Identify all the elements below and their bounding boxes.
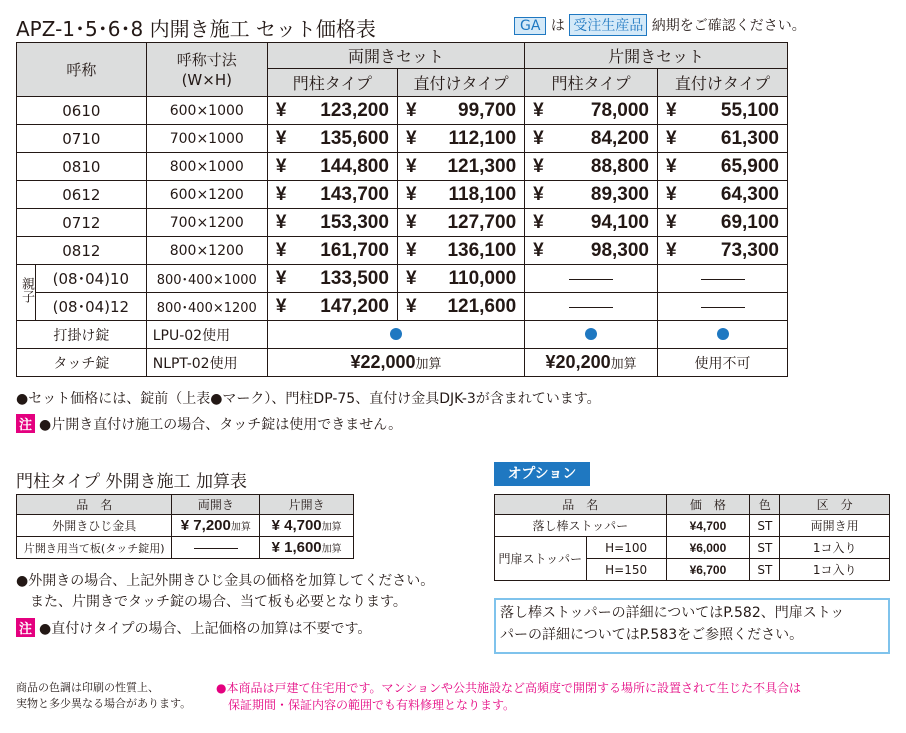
option-color: ST <box>750 559 780 581</box>
yen-sign: ¥ <box>533 211 544 233</box>
lock1-single-post <box>525 321 658 349</box>
note-touch-lock <box>16 414 402 434</box>
header-direct-type: 直付けタイプ <box>397 69 524 97</box>
price-cell <box>267 237 397 265</box>
table-row <box>17 97 788 125</box>
price-cell <box>525 97 658 125</box>
yen-sign: ¥ <box>275 295 287 317</box>
price-value: 127,700 <box>447 211 517 233</box>
outward-addon-table <box>16 494 354 559</box>
oyako-label <box>17 265 36 321</box>
lock2-name: タッチ錠 <box>17 349 147 377</box>
price-value: 118,100 <box>448 183 517 205</box>
header-size <box>146 43 267 97</box>
set-price-table <box>16 42 788 377</box>
price-value: 64,300 <box>720 183 779 205</box>
price-value: 88,800 <box>590 155 650 177</box>
table-row <box>17 321 788 349</box>
lock2-double-price: ¥22,000 <box>350 352 416 372</box>
header-post-type: 門柱タイプ <box>525 69 658 97</box>
yen-sign: ¥ <box>666 99 677 121</box>
price-cell <box>658 153 788 181</box>
price-value: 161,700 <box>320 239 389 261</box>
table-row <box>17 125 788 153</box>
sub-note-2: また、片開きでタッチ錠の場合、当て板も必要となります。 <box>30 594 407 610</box>
table-row <box>495 537 890 559</box>
price-value: 98,300 <box>590 239 650 261</box>
yen-sign: ¥ <box>533 99 544 121</box>
option-color: ST <box>750 515 780 537</box>
model-code: 0812 <box>17 237 147 265</box>
oyako-text: 親子 <box>19 276 34 303</box>
yen-sign: ¥ <box>533 183 544 205</box>
model-code: (08･04)10 <box>36 265 147 293</box>
price-value: 78,000 <box>590 99 650 121</box>
warning-line: 保証期間・保証内容の範囲でも有料修理となります。 <box>228 698 516 712</box>
header-size-label: 呼称寸法 <box>176 50 237 69</box>
price-value: 121,300 <box>447 155 517 177</box>
option-price: ¥6,700 <box>666 559 750 581</box>
price-value: 133,500 <box>320 267 389 289</box>
price-cell <box>525 181 658 209</box>
price-cell <box>397 181 524 209</box>
lock1-name: 打掛け錠 <box>17 321 147 349</box>
price-value: 69,100 <box>720 211 779 233</box>
model-size: 800･400×1000 <box>146 265 267 293</box>
price-cell <box>525 209 658 237</box>
kasan-label: 加算 <box>321 522 342 533</box>
price-cell <box>267 97 397 125</box>
header-color: 色 <box>750 495 780 515</box>
model-size: 800×1000 <box>146 153 267 181</box>
price-single <box>260 515 354 537</box>
price-double <box>172 515 260 537</box>
price-value: 153,300 <box>320 211 389 233</box>
yen-sign: ¥ <box>275 267 287 289</box>
model-code: 0710 <box>17 125 147 153</box>
price-cell <box>397 293 524 321</box>
dash-mark <box>701 307 745 308</box>
table-row <box>17 537 354 559</box>
price-cell <box>658 181 788 209</box>
yen-sign: ¥ <box>405 267 417 289</box>
price-cell <box>267 125 397 153</box>
header-item: 品 名 <box>17 495 172 515</box>
price-value: 144,800 <box>320 155 389 177</box>
price-cell <box>267 293 397 321</box>
sub-note-3 <box>16 618 371 638</box>
footer-warning <box>216 680 801 714</box>
yen-sign: ¥ <box>666 127 677 149</box>
price-cell <box>658 97 788 125</box>
price-value: 84,200 <box>590 127 650 149</box>
lock1-spec: LPU-02使用 <box>146 321 267 349</box>
header-name: 呼称 <box>17 43 147 97</box>
price-single <box>260 537 354 559</box>
legend-suffix: 納期をご確認ください。 <box>651 18 806 34</box>
info-line: パーの詳細についてはP.583をご参照ください。 <box>500 627 804 643</box>
sub-note-1: ●外開きの場合、上記外開きひじ金具の価格を加算してください。 <box>16 573 435 589</box>
page-title: APZ-1･5･6･8 内開き施工 セット価格表 <box>16 17 376 41</box>
model-code: 0610 <box>17 97 147 125</box>
price-value: 94,100 <box>590 211 650 233</box>
price-value: 73,300 <box>720 239 779 261</box>
note-set-contents: ●セット価格には、錠前（上表●マーク）、門柱DP-75、直付け金具DJK-3が含まれています。 <box>16 391 601 407</box>
price-value: 136,100 <box>447 239 517 261</box>
header-price: 価 格 <box>666 495 750 515</box>
dash-mark <box>194 548 238 549</box>
included-dot-icon <box>717 328 729 340</box>
footer-color-note <box>16 680 191 712</box>
sub-title: 門柱タイプ 外開き施工 加算表 <box>16 472 247 492</box>
price-cell <box>397 265 524 293</box>
model-code: 0612 <box>17 181 147 209</box>
price-value: ¥ 4,700 <box>271 517 322 534</box>
header-double-set: 両開きセット <box>267 43 524 69</box>
header-post-type: 門柱タイプ <box>267 69 397 97</box>
lock1-single-direct <box>658 321 788 349</box>
price-value: 65,900 <box>720 155 779 177</box>
header-size-unit: (W×H) <box>181 70 232 89</box>
option-class: 両開き用 <box>780 515 890 537</box>
option-height: H=100 <box>586 537 666 559</box>
yen-sign: ¥ <box>275 211 287 233</box>
price-cell <box>397 97 524 125</box>
header-single-set: 片開きセット <box>525 43 788 69</box>
price-value: 61,300 <box>720 127 779 149</box>
yen-sign: ¥ <box>666 239 677 261</box>
dash-mark <box>569 279 613 280</box>
model-size: 600×1200 <box>146 181 267 209</box>
table-row <box>17 209 788 237</box>
dash-mark <box>701 279 745 280</box>
price-cell <box>525 153 658 181</box>
yen-sign: ¥ <box>533 239 544 261</box>
kasan-label: 加算 <box>230 522 251 533</box>
yen-sign: ¥ <box>275 155 287 177</box>
model-size: 700×1000 <box>146 125 267 153</box>
lock2-single-price: ¥20,200 <box>545 352 611 372</box>
caution-badge: 注 <box>16 414 35 433</box>
price-value: 110,000 <box>448 267 517 289</box>
kasan-label: 加算 <box>610 357 637 372</box>
header-item: 品 名 <box>495 495 667 515</box>
price-cell <box>658 125 788 153</box>
yen-sign: ¥ <box>405 239 417 261</box>
lock1-double <box>267 321 524 349</box>
footer-line: 商品の色調は印刷の性質上、 <box>16 681 159 694</box>
price-value: 112,100 <box>448 127 517 149</box>
price-value: ¥ 7,200 <box>180 517 231 534</box>
yen-sign: ¥ <box>666 155 677 177</box>
price-cell <box>525 237 658 265</box>
yen-sign: ¥ <box>405 211 417 233</box>
option-class: 1コ入り <box>780 537 890 559</box>
model-size: 700×1200 <box>146 209 267 237</box>
info-box <box>494 598 890 654</box>
yen-sign: ¥ <box>275 239 287 261</box>
table-row <box>495 515 890 537</box>
legend <box>514 14 806 36</box>
lock2-unusable: 使用不可 <box>658 349 788 377</box>
header-class: 区 分 <box>780 495 890 515</box>
dash-mark <box>569 307 613 308</box>
option-height: H=150 <box>586 559 666 581</box>
note-touch-lock-text: ●片開き直付け施工の場合、タッチ錠は使用できません。 <box>39 417 403 433</box>
price-cell <box>658 209 788 237</box>
lock2-spec: NLPT-02使用 <box>146 349 267 377</box>
na-cell <box>525 293 658 321</box>
footer-line: 実物と多少異なる場合があります。 <box>16 697 192 710</box>
header-single: 片開き <box>260 495 354 515</box>
model-code: 0810 <box>17 153 147 181</box>
price-value: 55,100 <box>720 99 779 121</box>
header-double: 両開き <box>172 495 260 515</box>
price-value: 143,700 <box>320 183 389 205</box>
price-value: 89,300 <box>590 183 650 205</box>
table-row <box>17 265 788 293</box>
table-row <box>17 349 788 377</box>
price-double <box>172 537 260 559</box>
yen-sign: ¥ <box>666 183 677 205</box>
price-cell <box>267 181 397 209</box>
yen-sign: ¥ <box>275 99 287 121</box>
sub-note-3-text: ●直付けタイプの場合、上記価格の加算は不要です。 <box>39 621 372 637</box>
price-value: 123,200 <box>320 99 389 121</box>
price-value: 99,700 <box>458 99 517 121</box>
yen-sign: ¥ <box>405 127 417 149</box>
model-code: (08･04)12 <box>36 293 147 321</box>
option-class: 1コ入り <box>780 559 890 581</box>
table-row <box>17 181 788 209</box>
warning-line: ●本商品は戸建て住宅用です。マンションや公共施設など高頻度で開閉する場所に設置されて生じた不具合は <box>216 681 801 695</box>
item-name: 片開き用当て板(タッチ錠用) <box>17 537 172 559</box>
yen-sign: ¥ <box>405 99 417 121</box>
price-cell <box>525 125 658 153</box>
price-value: 121,600 <box>447 295 517 317</box>
option-title: オプション <box>494 462 590 486</box>
info-line: 落し棒ストッパーの詳細についてはP.582、門扉ストッ <box>500 605 845 621</box>
model-size: 800･400×1200 <box>146 293 267 321</box>
table-row <box>17 515 354 537</box>
kasan-label: 加算 <box>415 357 442 372</box>
included-dot-icon <box>390 328 402 340</box>
table-row <box>17 153 788 181</box>
price-cell <box>267 153 397 181</box>
price-cell <box>397 237 524 265</box>
price-cell <box>267 209 397 237</box>
price-cell <box>658 237 788 265</box>
included-dot-icon <box>585 328 597 340</box>
price-cell <box>397 209 524 237</box>
yen-sign: ¥ <box>405 183 417 205</box>
kasan-label: 加算 <box>321 544 342 555</box>
price-value: ¥ 1,600 <box>271 539 322 556</box>
legend-wa: は <box>550 18 565 34</box>
na-cell <box>658 265 788 293</box>
lock2-single-post <box>525 349 658 377</box>
table-row <box>17 293 788 321</box>
lock2-double <box>267 349 524 377</box>
yen-sign: ¥ <box>275 127 287 149</box>
yen-sign: ¥ <box>533 127 544 149</box>
ga-badge: GA <box>514 17 546 35</box>
yen-sign: ¥ <box>405 295 417 317</box>
na-cell <box>658 293 788 321</box>
price-cell <box>397 153 524 181</box>
option-table <box>494 494 890 581</box>
na-cell <box>525 265 658 293</box>
option-price: ¥6,000 <box>666 537 750 559</box>
option-color: ST <box>750 537 780 559</box>
made-to-order-badge: 受注生産品 <box>569 14 647 36</box>
table-row <box>17 237 788 265</box>
model-size: 800×1200 <box>146 237 267 265</box>
option-price: ¥4,700 <box>666 515 750 537</box>
yen-sign: ¥ <box>666 211 677 233</box>
price-value: 147,200 <box>320 295 389 317</box>
yen-sign: ¥ <box>533 155 544 177</box>
caution-badge: 注 <box>16 618 35 637</box>
item-name: 外開きひじ金具 <box>17 515 172 537</box>
option-name: 落し棒ストッパー <box>495 515 667 537</box>
model-size: 600×1000 <box>146 97 267 125</box>
price-cell <box>397 125 524 153</box>
price-cell <box>267 265 397 293</box>
option-name: 門扉ストッパー <box>495 537 587 581</box>
yen-sign: ¥ <box>405 155 417 177</box>
yen-sign: ¥ <box>275 183 287 205</box>
header-direct-type: 直付けタイプ <box>658 69 788 97</box>
model-code: 0712 <box>17 209 147 237</box>
price-value: 135,600 <box>320 127 389 149</box>
